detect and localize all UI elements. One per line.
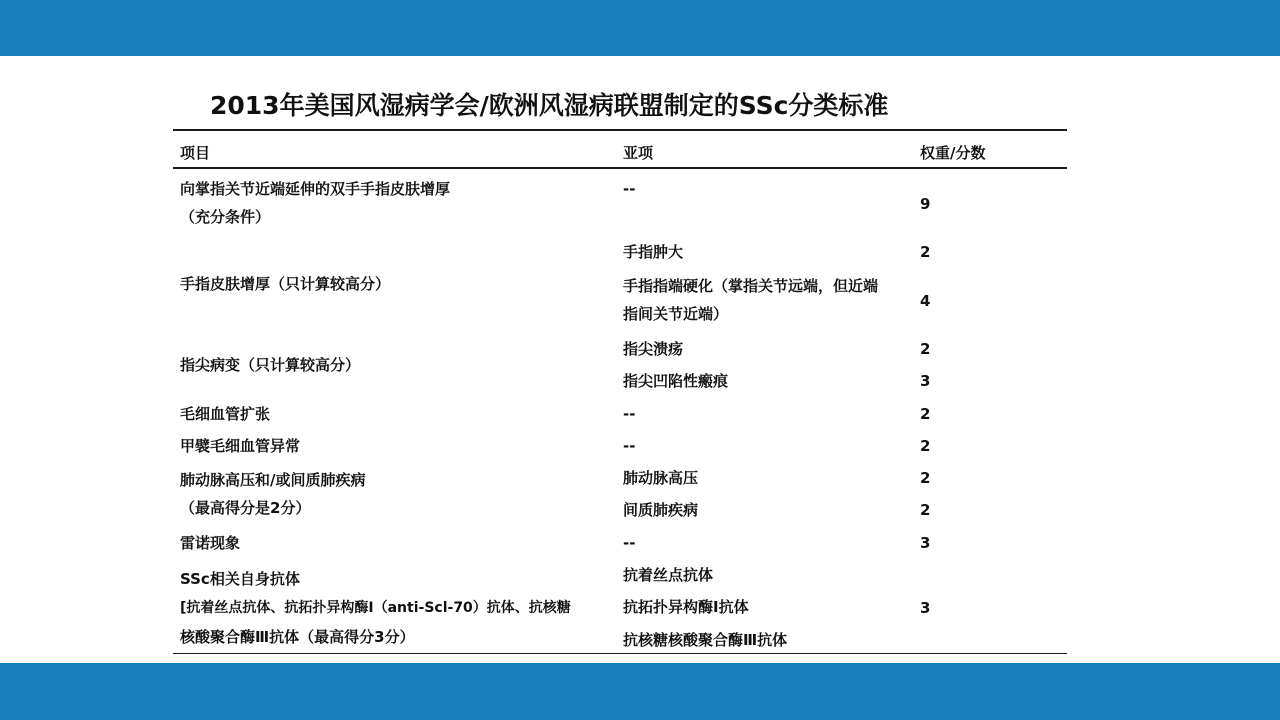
row1-subitem: -- (623, 180, 636, 198)
row6-item-line2: （最高得分是2分） (180, 499, 311, 517)
row5-subitem: -- (623, 437, 636, 455)
top-banner (0, 0, 1280, 56)
row3-subitem1: 指尖溃疡 (623, 340, 684, 358)
row1-item-line2: （充分条件） (180, 208, 271, 226)
row3-score2: 3 (920, 372, 931, 390)
row7-subitem: -- (623, 534, 636, 552)
table-bottom-rule (173, 653, 1067, 654)
row5-item: 甲襞毛细血管异常 (180, 437, 301, 455)
row8-subitem2: 抗拓扑异构酶I抗体 (623, 598, 749, 616)
row2-score1: 2 (920, 243, 931, 261)
row6-score2: 2 (920, 501, 931, 519)
header-item: 项目 (180, 144, 211, 162)
table-top-rule (173, 129, 1067, 131)
row8-item-line1: SSc相关自身抗体 (180, 570, 300, 588)
row3-item: 指尖病变（只计算较高分） (180, 356, 361, 374)
row4-item: 毛细血管扩张 (180, 405, 271, 423)
row4-score: 2 (920, 405, 931, 423)
row2-subitem2-line2: 指间关节近端） (623, 305, 729, 323)
row7-score: 3 (920, 534, 931, 552)
header-subitem: 亚项 (623, 144, 654, 162)
row6-subitem1: 肺动脉高压 (623, 469, 699, 487)
row6-subitem2: 间质肺疾病 (623, 501, 699, 519)
row2-subitem1: 手指肿大 (623, 243, 684, 261)
row7-item: 雷诺现象 (180, 534, 241, 552)
header-score: 权重/分数 (920, 144, 986, 162)
row2-score2: 4 (920, 292, 931, 310)
row8-score: 3 (920, 599, 931, 617)
row5-score: 2 (920, 437, 931, 455)
row8-subitem1: 抗着丝点抗体 (623, 566, 714, 584)
row3-subitem2: 指尖凹陷性瘢痕 (623, 372, 729, 390)
row8-subitem3: 抗核糖核酸聚合酶Ⅲ抗体 (623, 631, 788, 649)
row4-subitem: -- (623, 405, 636, 423)
row6-item-line1: 肺动脉高压和/或间质肺疾病 (180, 471, 366, 489)
row8-item-line3: 核酸聚合酶Ⅲ抗体（最高得分3分） (180, 628, 415, 646)
row1-item-line1: 向掌指关节近端延伸的双手手指皮肤增厚 (180, 180, 451, 198)
table-header-rule (173, 167, 1067, 169)
row6-score1: 2 (920, 469, 931, 487)
row2-item: 手指皮肤增厚（只计算较高分） (180, 275, 391, 293)
row2-subitem2-line1: 手指指端硬化（掌指关节远端，但近端 (623, 277, 879, 295)
row1-score: 9 (920, 195, 931, 213)
row3-score1: 2 (920, 340, 931, 358)
row8-item-line2: [抗着丝点抗体、抗拓扑异构酶I（anti-Scl-70）抗体、抗核糖 (180, 600, 571, 616)
slide-title: 2013年美国风湿病学会/欧洲风湿病联盟制定的SSc分类标准 (210, 91, 889, 120)
bottom-banner (0, 663, 1280, 720)
